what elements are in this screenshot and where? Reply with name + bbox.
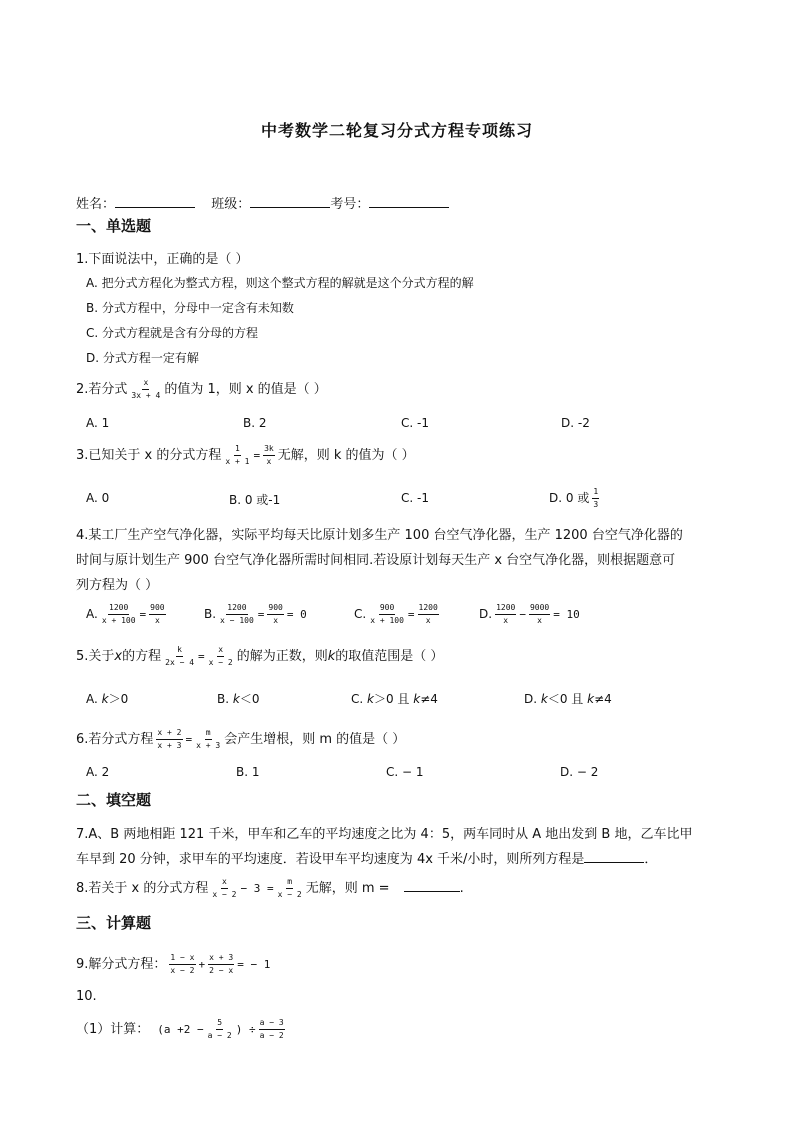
- question-2-option-a: A. 1: [86, 416, 110, 430]
- class-field[interactable]: [250, 207, 330, 208]
- exam-number-label: 考号：: [330, 197, 370, 212]
- question-5-stem: 5.关于x的方程 $\frac{k}{2x - 4}$ = $\frac{x}{x - 2}$ 的解为正数，则k的取值范围是（ ）: [76, 645, 444, 667]
- question-3-option-a: A. 0: [86, 491, 110, 505]
- class-label: 班级：: [211, 197, 251, 212]
- name-field[interactable]: [115, 207, 195, 208]
- question-4-option-b: B. $\frac{1200}{x - 100}$ = $\frac{900}{x}$ = 0: [204, 603, 307, 625]
- question-6-option-d: D. − 2: [560, 765, 599, 779]
- question-1-option-c: C. 分式方程就是含有分母的方程: [86, 326, 259, 340]
- question-8-stem: 8.若关于 x 的分式方程 $\frac{x}{x - 2}$ − 3 = $\frac{m}{x - 2}$ 无解，则 m = .: [76, 877, 464, 899]
- question-7-line-1: 7.A、B 两地相距 121 千米，甲车和乙车的平均速度之比为 4：5，两车同时从 A 地出发到 B 地，乙车比甲: [76, 827, 693, 842]
- question-2-option-c: C. -1: [401, 416, 429, 430]
- question-3-option-c: C. -1: [401, 491, 429, 505]
- question-9-stem: 9.解分式方程： $\frac{1 - x}{x - 2}$ + $\frac{x + 3}{2 - x}$ = − 1: [76, 953, 271, 975]
- question-7-line-2: 车早到 20 分钟，求甲车的平均速度．若设甲车平均速度为 4x 千米/小时，则所列方程是 ．: [76, 852, 658, 867]
- question-5-option-c: C. k＞0 且 k≠4: [351, 692, 438, 706]
- question-10-number: 10.: [76, 989, 97, 1004]
- question-10-part-1: （1）计算： (a +2 − $\frac{5}{a - 2}$ ) ÷ $\frac{a - 3}{a - 2}$: [76, 1018, 284, 1040]
- question-6-option-a: A. 2: [86, 765, 110, 779]
- question-4-option-d: D. $\frac{1200}{x}$ − $\frac{9000}{x}$ = 10: [479, 603, 580, 625]
- question-6-option-b: B. 1: [236, 765, 260, 779]
- answer-blank[interactable]: [584, 862, 644, 863]
- question-2-stem: 2.若分式 $\frac{x}{3x + 4}$ 的值为 1，则 x 的值是（ ）: [76, 378, 327, 400]
- name-label: 姓名：: [76, 197, 116, 212]
- question-4-option-a: A. $\frac{1200}{x + 100}$ = $\frac{900}{x}$: [86, 603, 165, 625]
- question-2-option-d: D. -2: [561, 416, 590, 430]
- section-heading-fill-in: 二、填空题: [76, 791, 152, 809]
- question-4-line-2: 时间与原计划生产 900 台空气净化器所需时间相同.若设原计划每天生产 x 台空气净化器，则根据题意可: [76, 553, 676, 568]
- exam-number-field[interactable]: [369, 207, 449, 208]
- question-4-line-1: 4.某工厂生产空气净化器，实际平均每天比原计划多生产 100 台空气净化器，生产 1200 台空气净化器的: [76, 528, 683, 543]
- question-1-option-b: B. 分式方程中，分母中一定含有未知数: [86, 301, 294, 315]
- question-3-stem: 3.已知关于 x 的分式方程 $\frac{1}{x + 1}$ = $\frac{3k}{x}$ 无解，则 k 的值为（ ）: [76, 444, 415, 466]
- question-4-option-c: C. $\frac{900}{x + 100}$ = $\frac{1200}{x}$: [354, 603, 438, 625]
- fraction: $\frac{3k}{x}$: [264, 444, 274, 466]
- question-5-option-d: D. k＜0 且 k≠4: [524, 692, 612, 706]
- question-5-option-b: B. k＜0: [217, 692, 260, 706]
- answer-blank[interactable]: [404, 891, 460, 892]
- section-heading-calculation: 三、计算题: [76, 914, 152, 932]
- student-info-line: [76, 193, 449, 212]
- question-1-option-a: A. 把分式方程化为整式方程，则这个整式方程的解就是这个分式方程的解: [86, 276, 474, 290]
- question-2-option-b: B. 2: [243, 416, 267, 430]
- page-title: 中考数学二轮复习分式方程专项练习: [260, 121, 533, 140]
- question-3-option-b: B. 0 或-1: [229, 493, 281, 507]
- section-heading-single-choice: 一、单选题: [76, 217, 152, 235]
- fraction: $\frac{1}{3}$: [593, 487, 599, 509]
- question-4-line-3: 列方程为（ ）: [76, 578, 159, 593]
- question-3-option-d: D. 0 或 $\frac{1}{3}$: [549, 487, 599, 509]
- question-6-option-c: C. − 1: [386, 765, 424, 779]
- fraction: $\frac{x}{3x + 4}$: [131, 378, 161, 400]
- question-5-option-a: A. k＞0: [86, 692, 129, 706]
- question-1-stem: 1.下面说法中，正确的是（ ）: [76, 252, 249, 267]
- fraction: $\frac{1}{x + 1}$: [225, 444, 250, 466]
- question-6-stem: 6.若分式方程 $\frac{x + 2}{x + 3}$ = $\frac{m}{x + 3}$ 会产生增根，则 m 的值是（ ）: [76, 728, 406, 750]
- question-1-option-d: D. 分式方程一定有解: [86, 351, 199, 365]
